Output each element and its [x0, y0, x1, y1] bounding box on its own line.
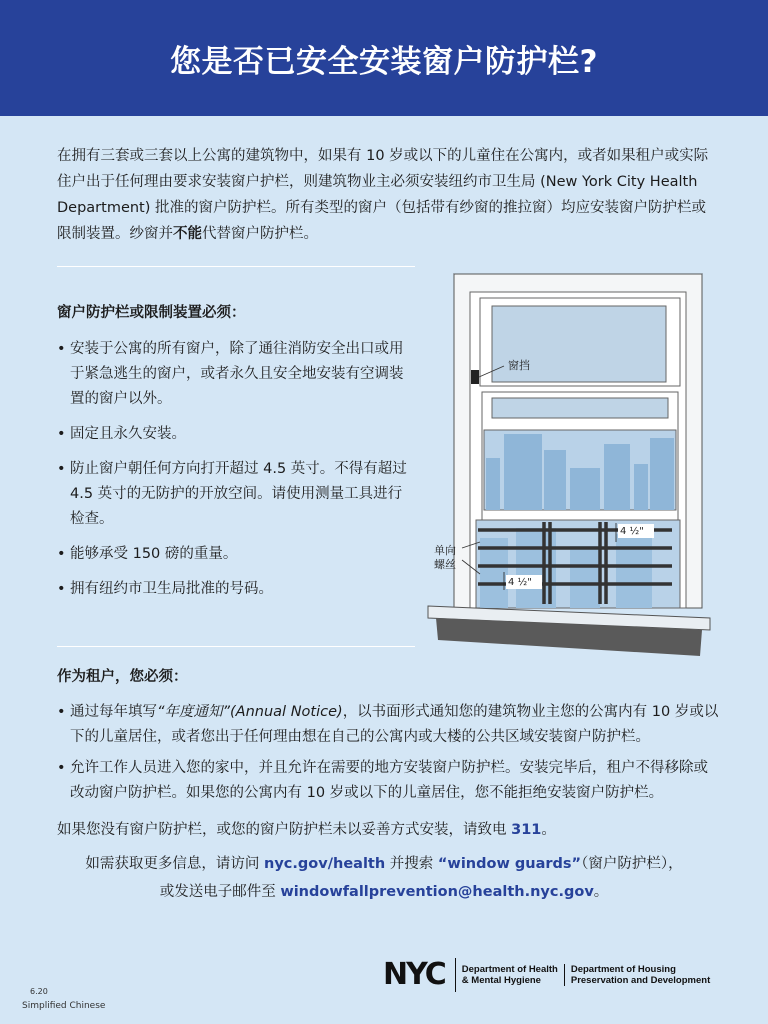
list-item: • 防止窗户朝任何方向打开超过 4.5 英寸。不得有超过 4.5 英寸的无防护的开放空间。请使用测量工具进行检查。 [57, 457, 407, 532]
more-info-line1 [0, 850, 768, 878]
intro-emphasis: 不能 [173, 226, 202, 242]
measure-bottom-label: 4 ½" [508, 577, 532, 588]
requirements-list [57, 337, 407, 612]
info-text: 如需获取更多信息，请访问 [85, 856, 265, 872]
header-banner [0, 0, 768, 116]
annual-notice-term: “年度通知”(Annual Notice) [157, 704, 343, 720]
window-stop [471, 370, 479, 384]
more-info-block [0, 850, 768, 906]
intro-text-end: 代替窗户防护栏。 [202, 226, 318, 242]
list-item: • 允许工作人员进入您的家中，并且允许在需要的地方安装窗户防护栏。安装完毕后，租户不得移除或改动窗户防护栏。如果您的公寓内有 10 岁或以下的儿童居住，您不能拒绝安装窗户防护栏。 [57, 756, 722, 806]
call-311-text [57, 817, 556, 843]
list-item-text: ，以书面形式通知您的建筑物业主您的公寓内有 10 岁或以下的儿童居住，或者您出于任何理由想在自己的公寓内或大楼的公共区域安装窗户防护栏。 [70, 704, 719, 745]
more-info-line2 [0, 878, 768, 906]
nyc-health-link[interactable]: nyc.gov/health [264, 856, 386, 872]
divider [57, 266, 415, 267]
list-item: • 固定且永久安装。 [57, 422, 407, 447]
list-item-text: 通过每年填写 [70, 704, 157, 720]
section-title-requirements: 窗户防护栏或限制装置必须： [57, 305, 246, 321]
page-title: 您是否已安全安装窗户防护栏? [170, 43, 598, 80]
dohmh-line1: Department of Health [461, 964, 558, 975]
nyc-logo: NYC [383, 958, 456, 992]
screw-label-line1: 单向 [434, 544, 456, 557]
info-text: 并搜索 [385, 856, 438, 872]
measure-top-label: 4 ½" [620, 526, 644, 537]
dohmh-line2: & Mental Hygiene [461, 975, 541, 986]
intro-text: 在拥有三套或三套以上公寓的建筑物中，如果有 10 岁或以下的儿童住在公寓内，或者如果租户或实际住户出于任何理由要求安装窗户护栏，则建筑物业主必须安装纽约市卫生局 (New York City Health Department) 批准的窗户防护栏。所有类型的窗户（包括带有纱窗的推拉窗）均应安装窗户防护栏或限制装置。纱窗并 [57, 148, 709, 242]
tenant-list [57, 700, 722, 812]
divider [57, 646, 415, 647]
agency-logos [383, 958, 716, 992]
call-text: 如果您没有窗户防护栏，或您的窗户防护栏未以妥善方式安装，请致电 [57, 822, 512, 838]
section-title-tenant: 作为租户，您必须： [57, 669, 188, 685]
info-text: 或发送电子邮件至 [159, 884, 281, 900]
list-item: • 拥有纽约市卫生局批准的号码。 [57, 577, 407, 602]
info-text: 。 [593, 884, 609, 900]
screw-label-line2: 螺丝 [434, 558, 456, 571]
language-label: Simplified Chinese [22, 1001, 106, 1011]
intro-paragraph [57, 143, 717, 247]
list-item: • 能够承受 150 磅的重量。 [57, 542, 407, 567]
window-stop-label: 窗挡 [508, 359, 530, 372]
info-text: （窗户防护栏）， [581, 856, 683, 872]
hpd-line1: Department of Housing [570, 964, 676, 975]
hpd-line2: Preservation and Development [570, 975, 711, 986]
email-link[interactable]: windowfallprevention@health.nyc.gov [280, 884, 594, 900]
search-term: “window guards” [437, 856, 582, 872]
hpd-name [564, 964, 716, 986]
document-code: 6.20 [30, 987, 48, 996]
list-item [57, 700, 722, 750]
phone-number-311[interactable]: 311 [511, 822, 542, 838]
dohmh-name [456, 964, 564, 986]
window-guard-illustration [420, 268, 716, 660]
call-text-end: 。 [541, 822, 556, 838]
list-item: • 安装于公寓的所有窗户，除了通往消防安全出口或用于紧急逃生的窗户，或者永久且安全地安装有空调装置的窗户以外。 [57, 337, 407, 412]
